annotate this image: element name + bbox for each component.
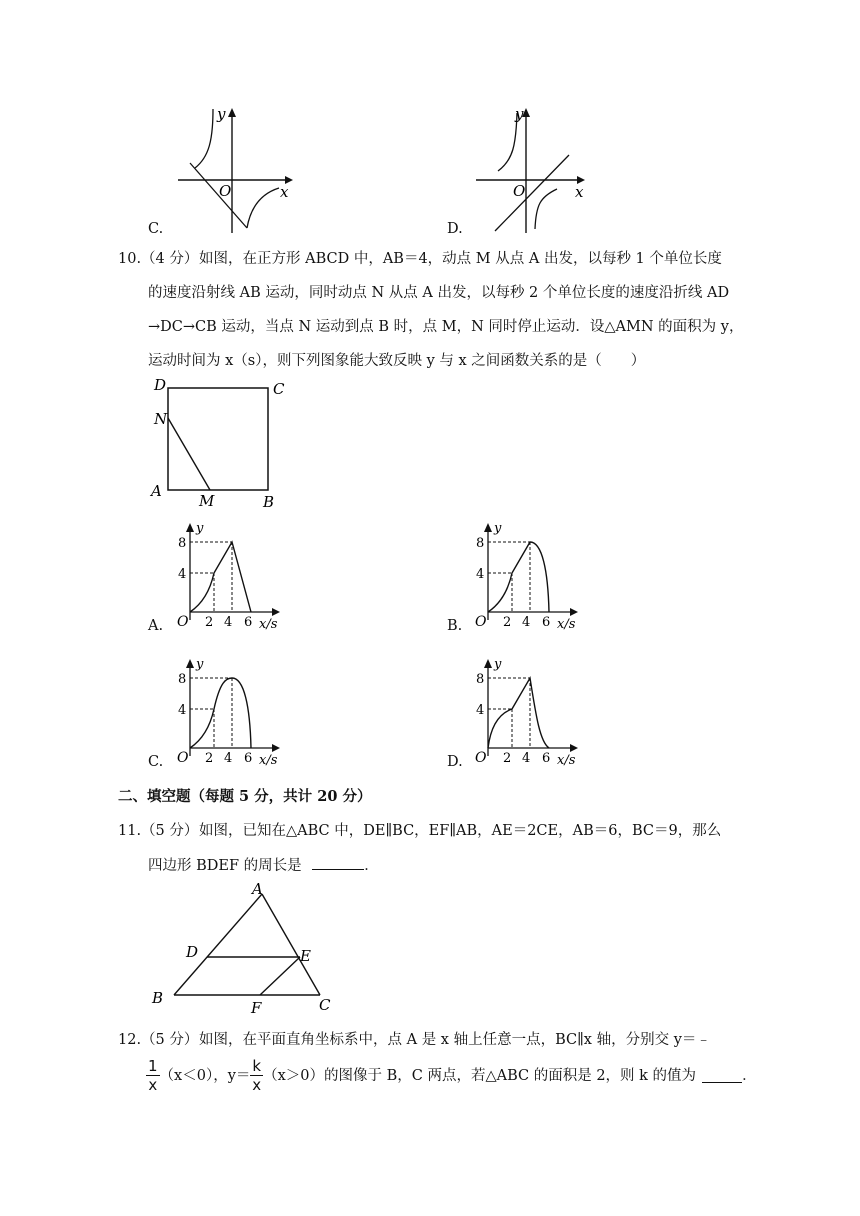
svg-text:8: 8: [476, 536, 485, 551]
svg-text:x/s: x/s: [557, 753, 576, 768]
triangle-label-b: B: [152, 989, 164, 1007]
q9-graph-d: [473, 105, 593, 235]
q11-line-2: [148, 855, 379, 876]
triangle-label-c: C: [319, 996, 331, 1014]
q10-option-b-label: B.: [447, 618, 463, 634]
q10-line-1: 如图，在正方形 ABCD 中，AB＝4，动点 M 从点 A 出发，以每秒 1 个单位长度: [199, 251, 722, 267]
q12-answer-blank[interactable]: [702, 1068, 742, 1083]
svg-text:6: 6: [244, 615, 253, 630]
svg-text:2: 2: [503, 751, 512, 766]
triangle-label-a: A: [252, 880, 263, 898]
q11-line-2-end: ．: [364, 858, 379, 874]
svg-text:2: 2: [503, 615, 512, 630]
q11-line-2-text: 四边形 BDEF 的周长是: [148, 858, 302, 874]
svg-text:6: 6: [542, 615, 551, 630]
svg-text:O: O: [177, 614, 189, 630]
svg-text:4: 4: [178, 567, 187, 582]
q12-number: 12.（5 分）: [118, 1032, 199, 1048]
svg-text:4: 4: [224, 615, 233, 630]
q9d-origin-label: O: [513, 182, 526, 200]
q10-option-a-label: A.: [148, 618, 164, 634]
svg-text:4: 4: [522, 751, 531, 766]
q10-line-4: 运动时间为 x（s），则下列图象能大致反映 y 与 x 之间函数关系的是（ ）: [148, 353, 646, 369]
q9d-x-label: x: [575, 183, 584, 201]
svg-text:4: 4: [224, 751, 233, 766]
q10-number: 10.（4 分）: [118, 251, 199, 267]
svg-text:4: 4: [522, 615, 531, 630]
q12-segment-1: （x＜0），y＝: [159, 1067, 251, 1084]
svg-text:x/s: x/s: [557, 617, 576, 632]
svg-text:8: 8: [178, 536, 187, 551]
svg-text:8: 8: [476, 672, 485, 687]
square-label-m: M: [199, 492, 215, 510]
q9c-x-label: x: [280, 183, 289, 201]
q10-graph-a: [176, 520, 291, 635]
svg-text:y: y: [494, 521, 502, 536]
svg-text:O: O: [475, 750, 487, 766]
q11-number: 11.（5 分）: [118, 823, 199, 839]
svg-text:4: 4: [476, 703, 485, 718]
q10-line-3: →DC→CB 运动，当点 N 运动到点 B 时，点 M，N 同时停止运动．设△AMN 的面积为 y，: [148, 319, 744, 335]
svg-text:2: 2: [205, 751, 214, 766]
svg-text:6: 6: [542, 751, 551, 766]
square-label-a: A: [151, 482, 162, 500]
square-label-d: D: [154, 376, 167, 394]
q12-fraction-2-denominator: x: [252, 1076, 262, 1094]
square-label-c: C: [273, 380, 285, 398]
svg-text:4: 4: [476, 567, 485, 582]
svg-text:y: y: [196, 657, 204, 672]
svg-text:O: O: [475, 614, 487, 630]
q11-line-1: 如图，已知在△ABC 中，DE∥BC，EF∥AB，AE＝2CE，AB＝6，BC＝9，那么: [199, 823, 722, 839]
q12-line-2: [146, 1057, 757, 1094]
square-label-n: N: [154, 410, 168, 428]
svg-text:2: 2: [205, 615, 214, 630]
q9c-y-label: y: [217, 105, 226, 123]
q12-segment-2: （x＞0）的图像于 B，C 两点，若△ABC 的面积是 2，则 k 的值为: [263, 1067, 697, 1084]
svg-text:O: O: [177, 750, 189, 766]
q10-option-c-label: C.: [148, 754, 164, 770]
q9-graph-c: [175, 105, 295, 235]
q10-graph-c: [176, 656, 291, 771]
q12-fraction-2: [250, 1057, 263, 1094]
q12-fraction-1-numerator: 1: [148, 1057, 158, 1075]
q12-line-2-end: ．: [742, 1067, 757, 1084]
triangle-label-d: D: [186, 943, 199, 961]
q10-line-2: 的速度沿射线 AB 运动，同时动点 N 从点 A 出发，以每秒 2 个单位长度的速度沿折线 AD: [148, 285, 730, 301]
q12-line-1: 如图，在平面直角坐标系中，点 A 是 x 轴上任意一点，BC∥x 轴，分别交 y＝﹣: [199, 1032, 711, 1048]
svg-text:x/s: x/s: [259, 753, 278, 768]
q10-option-d-label: D.: [447, 754, 463, 770]
square-label-b: B: [263, 493, 275, 511]
svg-text:y: y: [494, 657, 502, 672]
q12-fraction-1-denominator: x: [148, 1076, 158, 1094]
q12-fraction-1: [146, 1057, 160, 1094]
q12-fraction-2-numerator: k: [252, 1057, 262, 1075]
q9c-origin-label: O: [219, 182, 232, 200]
q11-answer-blank[interactable]: [312, 855, 364, 870]
triangle-label-e: E: [300, 947, 311, 965]
q9-option-d-label: D.: [447, 221, 463, 237]
q10-graph-d: [474, 656, 589, 771]
svg-text:x/s: x/s: [259, 617, 278, 632]
q11-triangle-figure: [148, 882, 348, 1017]
triangle-label-f: F: [251, 999, 262, 1017]
q9d-y-label: y: [515, 105, 524, 123]
svg-text:8: 8: [178, 672, 187, 687]
svg-text:4: 4: [178, 703, 187, 718]
q10-square-figure: [148, 375, 298, 515]
q9-option-c-label: C.: [148, 221, 164, 237]
q10-graph-b: [474, 520, 589, 635]
svg-text:6: 6: [244, 751, 253, 766]
section-2-title: 二、填空题（每题 5 分，共计 20 分）: [118, 788, 372, 805]
svg-text:y: y: [196, 521, 204, 536]
